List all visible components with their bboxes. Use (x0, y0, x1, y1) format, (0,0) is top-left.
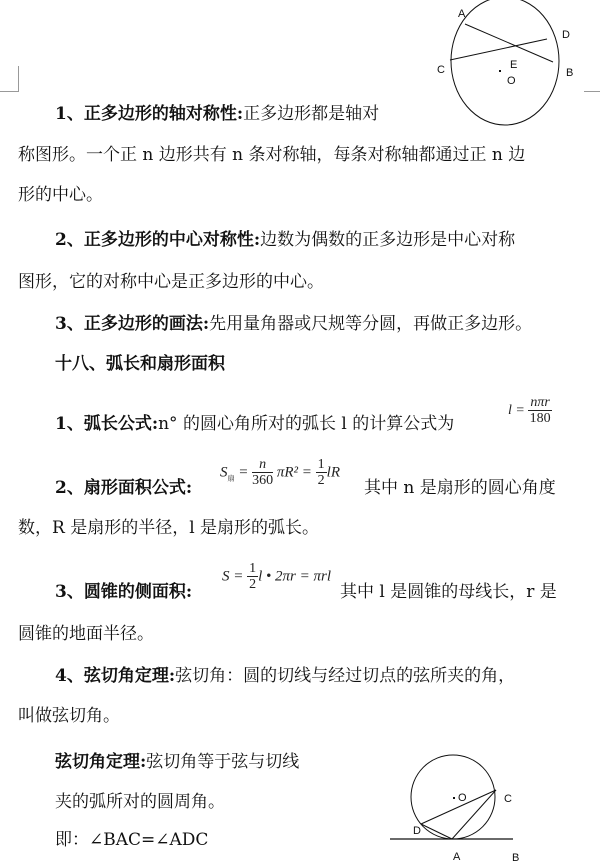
label-e: E (510, 59, 518, 71)
section-2-line-2: 图形，它的对称中心是正多边形的中心。 (18, 272, 324, 292)
arc-length-line (55, 414, 454, 434)
sector-area-line-2: 数，R 是扇形的半径，l 是扇形的弧长。 (18, 518, 320, 538)
section-1-title: 1、正多边形的轴对称性: (55, 104, 244, 124)
cone-formula: S = $\frac{1}{2}$ l • 2πr = πrl (222, 561, 332, 592)
cone-line-1 (55, 582, 192, 602)
label-o: O (458, 792, 467, 804)
chord-tangent-line-2: 叫做弦切角。 (18, 706, 120, 726)
theorem-title: 弦切角定理: (55, 752, 147, 772)
cone-title: 3、圆锥的侧面积: (55, 582, 193, 602)
theorem-text: 弦切角等于弦与切线 (146, 752, 300, 772)
section-1-line-1 (55, 104, 379, 124)
cone-line-2: 圆锥的地面半径。 (18, 624, 154, 644)
label-o: O (507, 75, 516, 87)
heading-arc-and-sector: 十八、弧长和扇形面积 (55, 354, 225, 374)
section-3-text: 先用量角器或尺规等分圆，再做正多边形。 (209, 314, 533, 334)
crop-mark-left-horizontal (0, 91, 18, 92)
sector-area-title: 2、扇形面积公式: (55, 478, 193, 498)
intersecting-chords-diagram (420, 0, 606, 130)
chord-tangent-diagram (380, 740, 540, 868)
section-1-text: 正多边形都是轴对 (243, 104, 380, 124)
section-2-title: 2、正多边形的中心对称性: (55, 230, 261, 250)
arc-length-title: 1、弧长公式: (55, 414, 159, 434)
label-c: C (437, 64, 445, 76)
chord-tangent-text: 弦切角：圆的切线与经过切点的弦所夹的角， (175, 666, 516, 686)
label-a: A (453, 851, 461, 863)
label-d: D (413, 825, 421, 837)
sector-area-line-1 (55, 478, 192, 498)
section-3-title: 3、正多边形的画法: (55, 314, 210, 334)
theorem-line-2: 夹的弧所对的圆周角。 (55, 792, 225, 812)
theorem-line-1 (55, 752, 299, 772)
label-b: B (512, 852, 520, 864)
cone-text-a: 其中 l 是圆锥的母线长，r 是 (340, 582, 557, 602)
sector-area-text-a: 其中 n 是扇形的圆心角度 (364, 478, 556, 498)
section-1-line-3: 形的中心。 (18, 185, 103, 205)
label-b: B (566, 67, 574, 79)
theorem-line-3: 即：∠BAC=∠ADC (55, 830, 209, 850)
label-a: A (458, 8, 466, 20)
section-1-line-2: 称图形。一个正 n 边形共有 n 条对称轴，每条对称轴都通过正 n 边 (18, 145, 526, 165)
label-d: D (562, 29, 570, 41)
crop-mark-left-vertical (18, 66, 19, 92)
arc-length-text: n° 的圆心角所对的弧长 l 的计算公式为 (158, 414, 455, 434)
label-c: C (504, 793, 512, 805)
section-2-line-1 (55, 230, 515, 250)
chord-tangent-title: 4、弦切角定理: (55, 666, 176, 686)
section-2-text: 边数为偶数的正多边形是中心对称 (260, 230, 516, 250)
section-3-line-1 (55, 314, 532, 334)
chord-tangent-line-1 (55, 666, 515, 686)
arc-length-formula: l = $\frac{\text{nπr}}{180}$ (508, 395, 551, 426)
sector-area-formula: $S_扇$ = $\frac{n}{360}$ πR² = $\frac{1}{2}$ lR (220, 457, 341, 488)
